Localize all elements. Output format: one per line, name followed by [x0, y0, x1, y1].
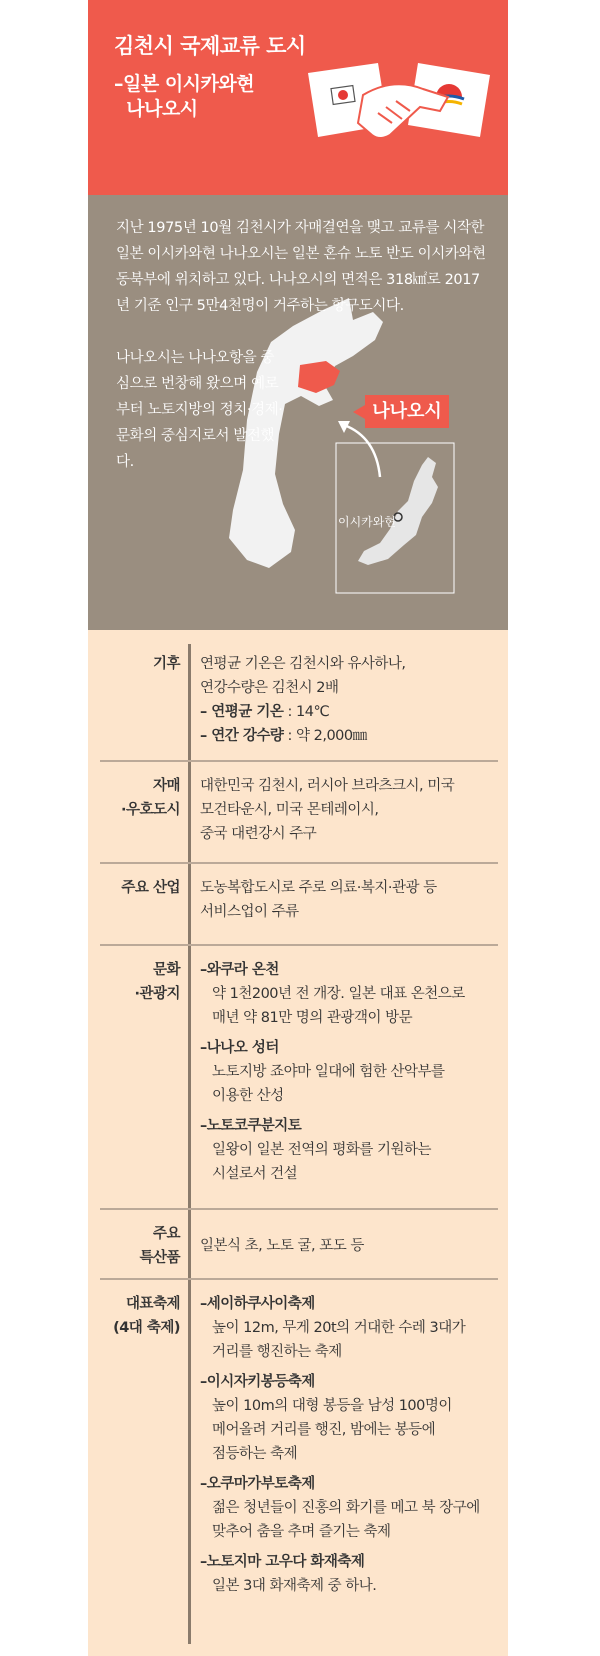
- row-separator: [100, 1208, 498, 1210]
- row-label: 주요 산업: [121, 880, 180, 896]
- row-body: [200, 876, 500, 924]
- row-label: [88, 958, 180, 1006]
- info-table: [88, 630, 508, 1656]
- rain-value: : 약 2,000㎜: [283, 728, 367, 744]
- item-text: 점등하는 축제: [212, 1446, 298, 1462]
- item-text: 노토지방 죠야마 일대에 험한 산악부를: [212, 1064, 445, 1080]
- item-text: 메어올려 거리를 행진, 밤에는 봉등에: [212, 1422, 436, 1438]
- item-heading: –노토코쿠분지토: [200, 1118, 302, 1134]
- row-body: [200, 774, 500, 846]
- list-item: [200, 958, 500, 1030]
- sister-line-3: 중국 대련강시 주구: [200, 826, 317, 842]
- item-text: 일왕이 일본 전역의 평화를 기원하는: [212, 1142, 432, 1158]
- row-body: [200, 1292, 500, 1604]
- row-separator: [100, 944, 498, 946]
- handshake-illustration: [308, 55, 498, 155]
- item-heading: –노토지마 고우다 화재축제: [200, 1554, 365, 1570]
- row-label: [88, 1222, 180, 1270]
- sister-line-1: 대한민국 김천시, 러시아 브라츠크시, 미국: [200, 778, 455, 794]
- climate-temp: [200, 700, 500, 724]
- item-heading: –이시자키봉등축제: [200, 1374, 315, 1390]
- item-text: 젊은 청년들이 진홍의 화기를 메고 북 장구에: [212, 1500, 480, 1516]
- list-item: [200, 1370, 500, 1466]
- city-tag: 나나오시: [365, 395, 449, 428]
- item-text: 매년 약 81만 명의 관광객이 방문: [212, 1010, 413, 1026]
- label-line-1: 문화: [152, 962, 180, 978]
- item-text: 높이 12m, 무게 20t의 거대한 수레 3대가: [212, 1320, 466, 1336]
- item-text: 거리를 행진하는 축제: [212, 1344, 342, 1360]
- products-line-1: 일본식 초, 노토 굴, 포도 등: [200, 1238, 364, 1254]
- page-subtitle: –일본 이시카와현 나나오시: [114, 73, 255, 120]
- row-separator: [100, 862, 498, 864]
- climate-line-2: 연강수량은 김천시 2배: [200, 680, 339, 696]
- climate-rain: [200, 724, 500, 748]
- temp-key: – 연평균 기온: [200, 704, 284, 720]
- page-title: 김천시 국제교류 도시: [114, 34, 306, 58]
- row-body: [200, 652, 500, 748]
- intro-paragraph-1: 지난 1975년 10월 김천시가 자매결연을 맺고 교류를 시작한 일본 이시카와현 나나오시는 일본 혼슈 노토 반도 이시카와현 동북부에 위치하고 있다. 나나오시의 면적은 318㎢로 2017년 기준 인구 5만4천명이 거주하는 항구도시다.: [116, 220, 486, 314]
- list-item: [200, 1292, 500, 1364]
- row-body: [200, 958, 500, 1192]
- label-line-2: ·우호도시: [120, 802, 180, 818]
- list-item: [200, 1036, 500, 1108]
- item-text: 시설로서 건설: [212, 1166, 298, 1182]
- industry-line-2: 서비스업이 주류: [200, 904, 299, 920]
- row-body: [200, 1234, 500, 1258]
- label-line-1: 주요: [152, 1226, 180, 1242]
- item-heading: –오쿠마가부토축제: [200, 1476, 315, 1492]
- row-label: [88, 1292, 180, 1340]
- item-text: 높이 10m의 대형 봉등을 남성 100명이: [212, 1398, 452, 1414]
- item-text: 맞추어 춤을 추며 즐기는 축제: [212, 1524, 391, 1540]
- label-line-1: 대표축제: [125, 1296, 180, 1312]
- item-heading: –나나오 성터: [200, 1040, 279, 1056]
- intro-paragraph-2: 나나오시는 나나오항을 중심으로 번창해 왔으며 예로부터 노토지방의 정치·경제·문화의 중심지로서 발전했다.: [116, 350, 283, 470]
- list-item: [200, 1114, 500, 1186]
- row-separator: [100, 760, 498, 762]
- climate-line-1: 연평균 기온은 김천시와 유사하나,: [200, 656, 406, 672]
- label-line-1: 자매: [152, 778, 180, 794]
- row-label: 기후: [152, 656, 180, 672]
- sister-line-2: 모건타운시, 미국 몬테레이시,: [200, 802, 379, 818]
- header-banner: [88, 0, 508, 195]
- row-separator: [100, 1278, 498, 1280]
- item-text: 이용한 산성: [212, 1088, 284, 1104]
- prefecture-label: 이시카와현: [338, 515, 396, 529]
- item-heading: –와쿠라 온천: [200, 962, 279, 978]
- item-text: 일본 3대 화재축제 중 하나.: [212, 1578, 377, 1594]
- label-line-2: 특산품: [139, 1250, 180, 1266]
- label-line-2: ·관광지: [134, 986, 180, 1002]
- item-heading: –세이하쿠사이축제: [200, 1296, 315, 1312]
- industry-line-1: 도농복합도시로 주로 의료·복지·관광 등: [200, 880, 437, 896]
- label-line-2: (4대 축제): [113, 1320, 180, 1336]
- table-divider: [188, 644, 191, 1644]
- row-label: [88, 774, 180, 822]
- list-item: [200, 1472, 500, 1544]
- temp-value: : 14℃: [283, 704, 330, 720]
- list-item: [200, 1550, 500, 1598]
- rain-key: – 연간 강수량: [200, 728, 284, 744]
- item-text: 약 1천200년 전 개장. 일본 대표 온천으로: [212, 986, 465, 1002]
- intro-section: [88, 195, 508, 630]
